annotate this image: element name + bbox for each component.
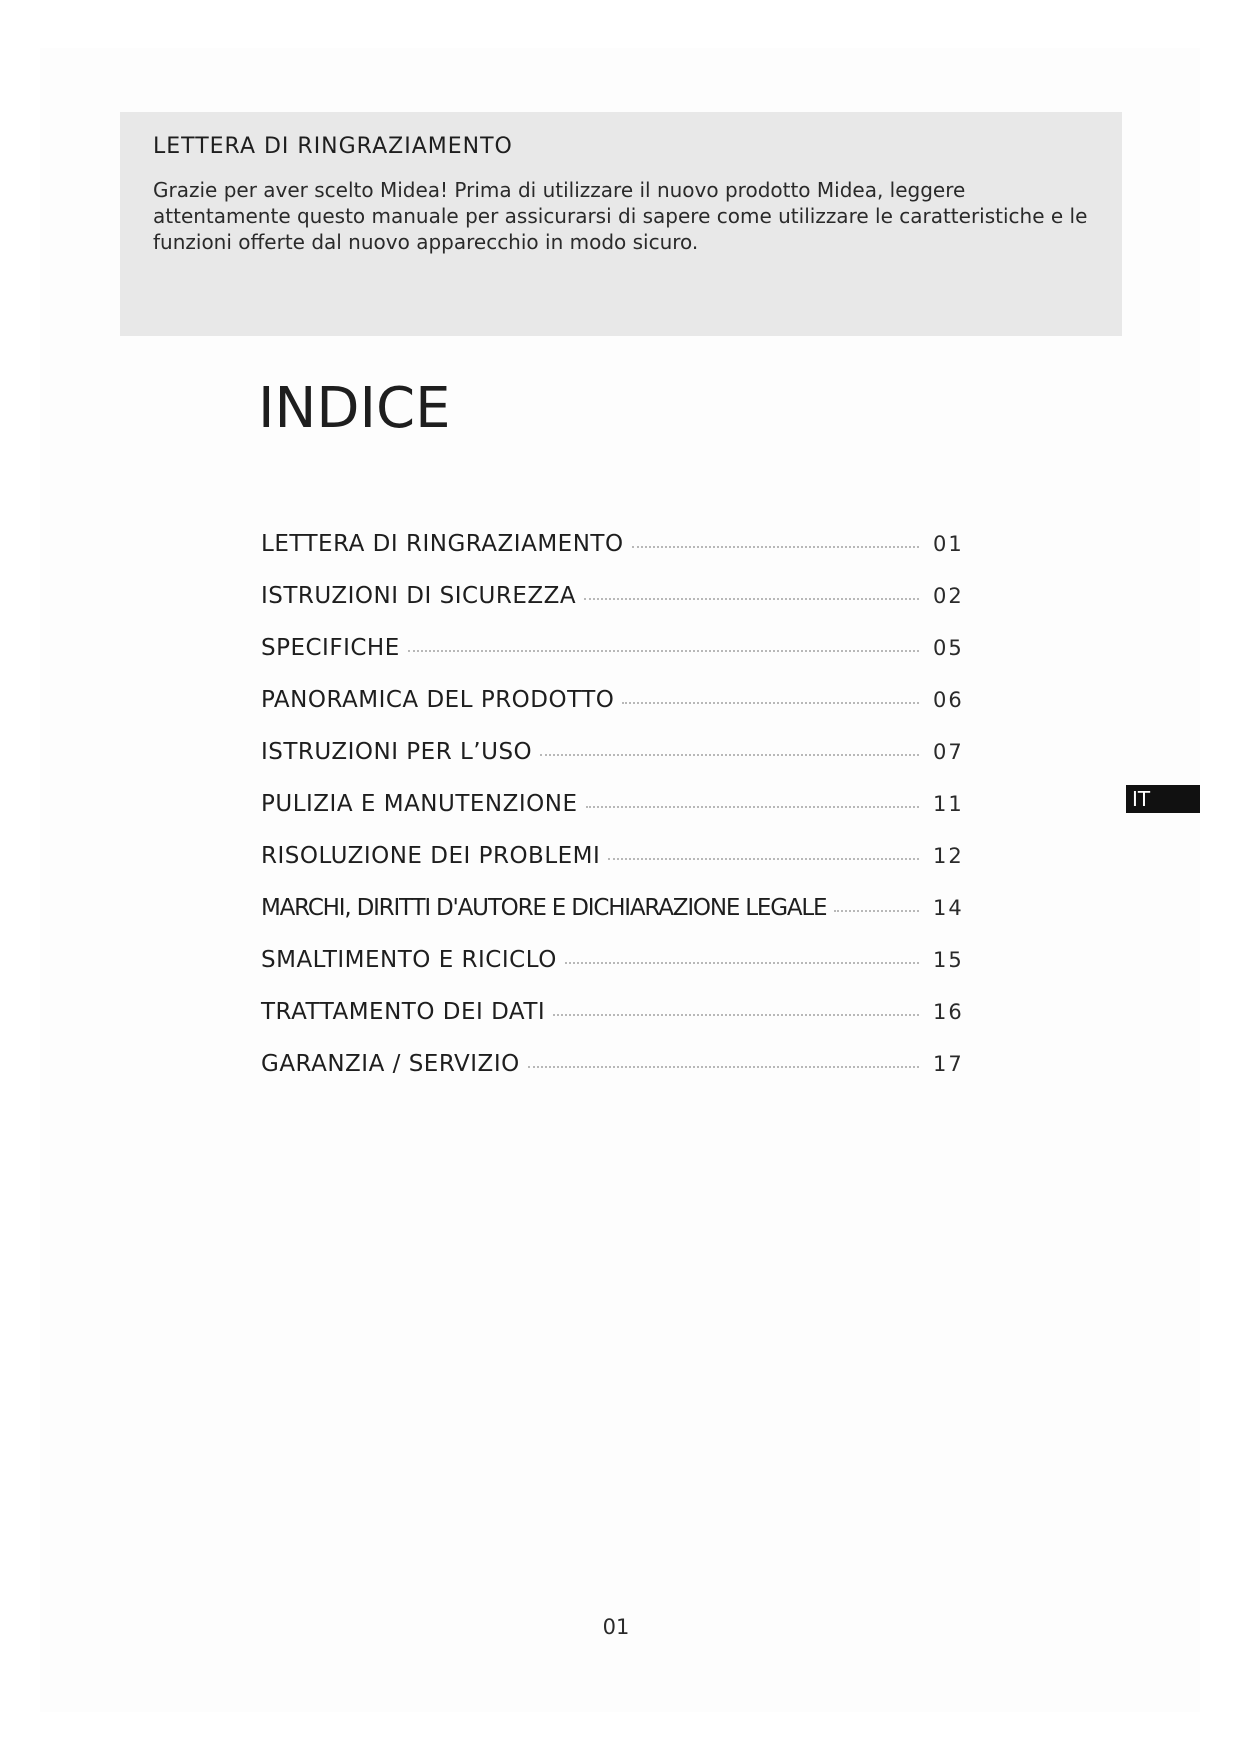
toc-item-page: 02 <box>933 584 964 608</box>
toc-item-page: 05 <box>933 636 964 660</box>
toc-item-product-overview[interactable] <box>261 674 977 726</box>
toc-item-troubleshooting[interactable] <box>261 830 977 882</box>
table-of-contents <box>261 518 977 1090</box>
toc-item-data-processing[interactable] <box>261 986 977 1038</box>
language-tab: IT <box>1126 785 1200 813</box>
toc-item-label: MARCHI, DIRITTI D'AUTORE E DICHIARAZIONE LEGALE <box>261 895 827 921</box>
toc-item-page: 12 <box>933 844 964 868</box>
toc-item-page: 11 <box>933 792 964 816</box>
toc-item-trademarks-legal[interactable] <box>261 882 977 934</box>
toc-item-label: GARANZIA / SERVIZIO <box>261 1051 520 1077</box>
toc-dot-leader <box>622 702 919 704</box>
toc-item-page: 16 <box>933 1000 964 1024</box>
toc-item-label: ISTRUZIONI DI SICUREZZA <box>261 583 577 609</box>
toc-dot-leader <box>834 910 919 912</box>
toc-item-label: RISOLUZIONE DEI PROBLEMI <box>261 843 601 869</box>
toc-item-label: PANORAMICA DEL PRODOTTO <box>261 687 615 713</box>
toc-dot-leader <box>528 1066 919 1068</box>
toc-item-safety-instructions[interactable] <box>261 570 977 622</box>
toc-item-page: 06 <box>933 688 964 712</box>
toc-item-label: LETTERA DI RINGRAZIAMENTO <box>261 531 624 557</box>
toc-item-page: 01 <box>933 532 964 556</box>
toc-item-label: SMALTIMENTO E RICICLO <box>261 947 557 973</box>
toc-item-page: 17 <box>933 1052 964 1076</box>
toc-item-cleaning-maintenance[interactable] <box>261 778 977 830</box>
toc-item-label: PULIZIA E MANUTENZIONE <box>261 791 578 817</box>
toc-dot-leader <box>632 546 919 548</box>
toc-item-disposal-recycling[interactable] <box>261 934 977 986</box>
toc-dot-leader <box>608 858 919 860</box>
thanks-letter-body: Grazie per aver scelto Midea! Prima di utilizzare il nuovo prodotto Midea, leggere attentamente questo manuale per assicurarsi di sapere come utilizzare le caratteristiche e le funzioni offerte dal nuovo apparecchio in modo sicuro. <box>153 178 1088 254</box>
toc-item-warranty-service[interactable] <box>261 1038 977 1090</box>
toc-dot-leader <box>408 650 919 652</box>
toc-item-operating-instructions[interactable] <box>261 726 977 778</box>
toc-dot-leader <box>553 1014 919 1016</box>
toc-item-thanks-letter[interactable] <box>261 518 977 570</box>
toc-item-page: 15 <box>933 948 964 972</box>
toc-dot-leader <box>586 806 919 808</box>
toc-item-label: TRATTAMENTO DEI DATI <box>261 999 546 1025</box>
toc-dot-leader <box>540 754 919 756</box>
toc-dot-leader <box>565 962 919 964</box>
page-number: 01 <box>602 1615 630 1639</box>
toc-item-label: SPECIFICHE <box>261 635 400 661</box>
toc-item-specifications[interactable] <box>261 622 977 674</box>
thanks-letter-title: LETTERA DI RINGRAZIAMENTO <box>153 134 513 159</box>
index-title: INDICE <box>258 376 451 441</box>
toc-item-page: 07 <box>933 740 964 764</box>
toc-dot-leader <box>584 598 919 600</box>
toc-item-page: 14 <box>933 896 964 920</box>
toc-item-label: ISTRUZIONI PER L’USO <box>261 739 533 765</box>
